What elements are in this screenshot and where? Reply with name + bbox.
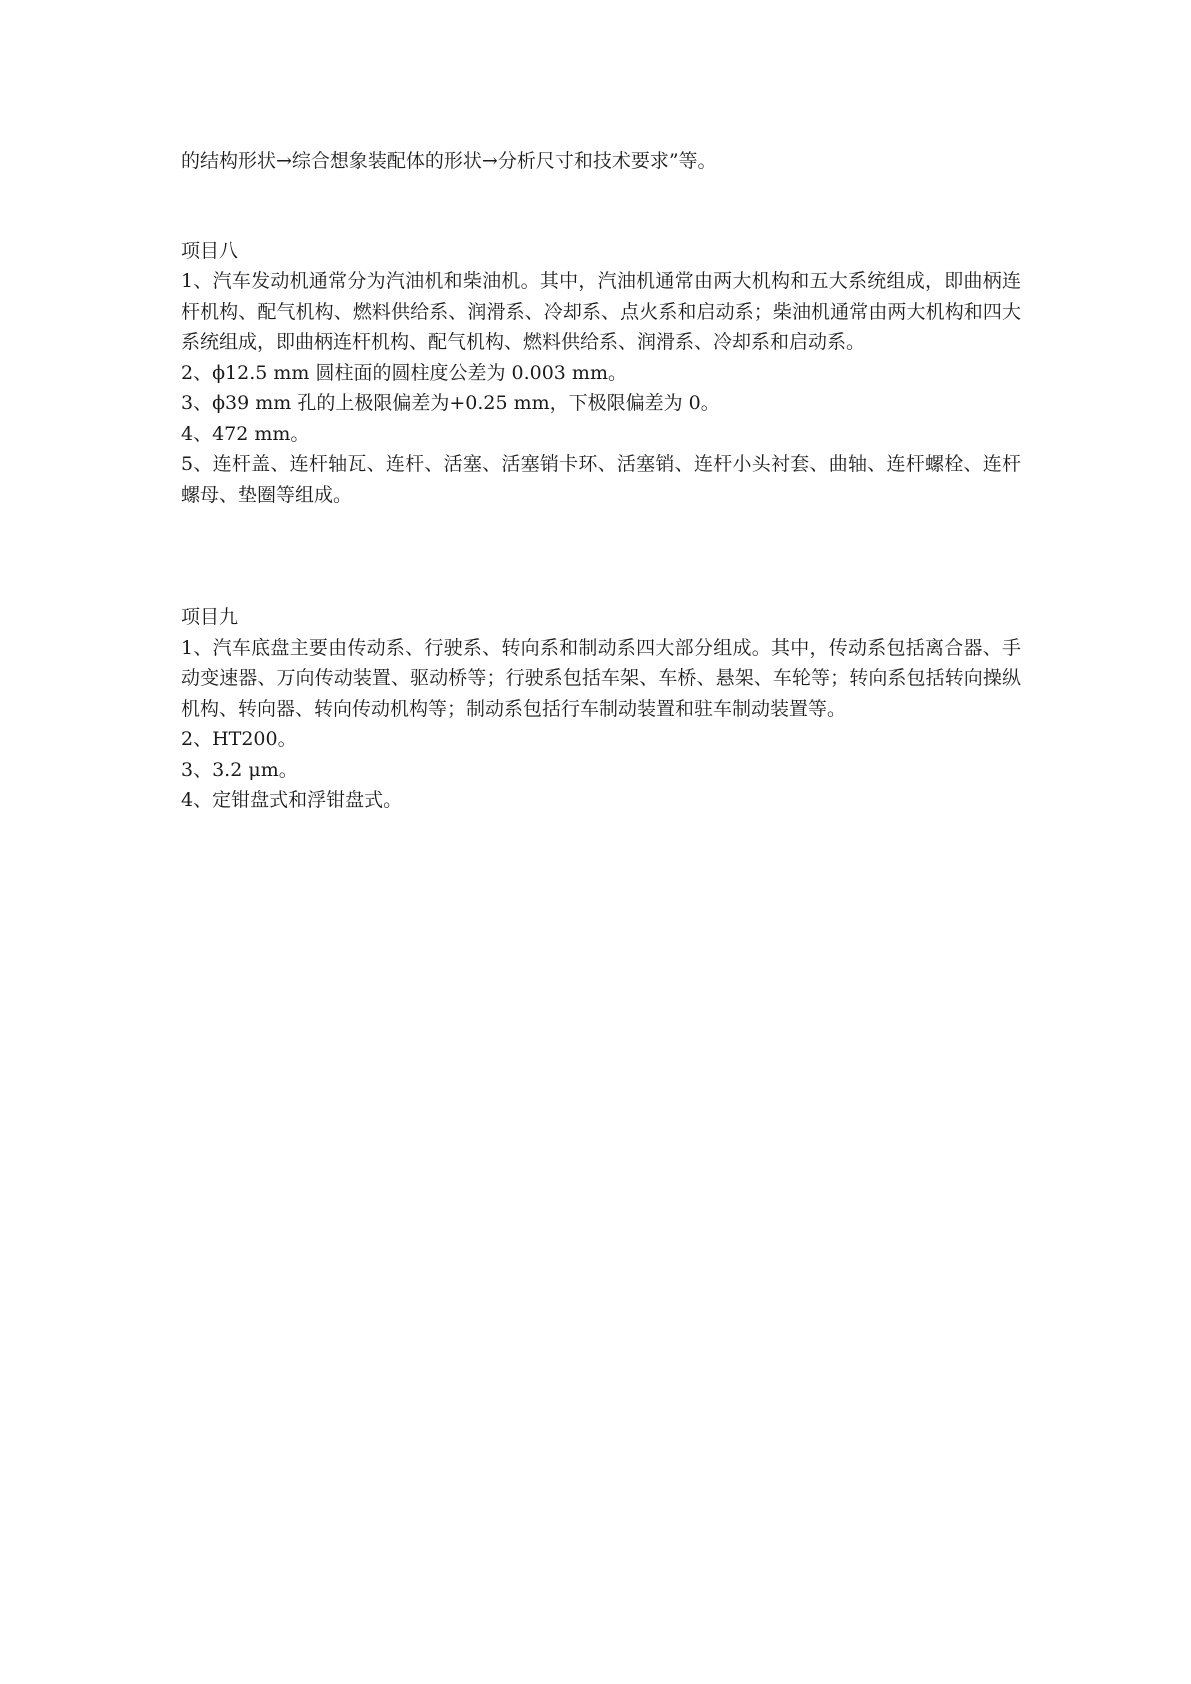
list-item: 3、ϕ39 mm 孔的上极限偏差为+0.25 mm，下极限偏差为 0。 — [181, 392, 720, 414]
document-body — [181, 146, 1021, 816]
list-item: 1、汽车发动机通常分为汽油机和柴油机。其中，汽油机通常由两大机构和五大系统组成，即曲柄连杆机构、配气机构、燃料供给系、润滑系、冷却系、点火系和启动系；柴油机通常由两大机构和四大系统组成，即曲柄连杆机构、配气机构、燃料供给系、润滑系、冷却系和启动系。 — [181, 270, 1021, 353]
list-item: 2、HT200。 — [181, 728, 297, 750]
list-item: 4、定钳盘式和浮钳盘式。 — [181, 789, 403, 811]
intro-line: 的结构形状→综合想象装配体的形状→分析尺寸和技术要求”等。 — [181, 150, 717, 172]
list-item: 4、472 mm。 — [181, 422, 310, 445]
section-heading: 项目八 — [181, 239, 239, 262]
section-heading: 项目九 — [181, 606, 239, 628]
section-project-8 — [181, 236, 1021, 511]
section-project-9 — [181, 602, 1021, 816]
list-item: 2、ϕ12.5 mm 圆柱面的圆柱度公差为 0.003 mm。 — [181, 361, 627, 384]
list-item: 1、汽车底盘主要由传动系、行驶系、转向系和制动系四大部分组成。其中，传动系包括离合器、手动变速器、万向传动装置、驱动桥等；行驶系包括车架、车桥、悬架、车轮等；转向系包括转向操纵机构、转向器、转向传动机构等；制动系包括行车制动装置和驻车制动装置等。 — [181, 636, 1021, 720]
list-item: 3、3.2 μm。 — [181, 758, 298, 781]
list-item: 5、连杆盖、连杆轴瓦、连杆、活塞、活塞销卡环、活塞销、连杆小头衬套、曲轴、连杆螺栓、连杆螺母、垫圈等组成。 — [181, 453, 1021, 506]
